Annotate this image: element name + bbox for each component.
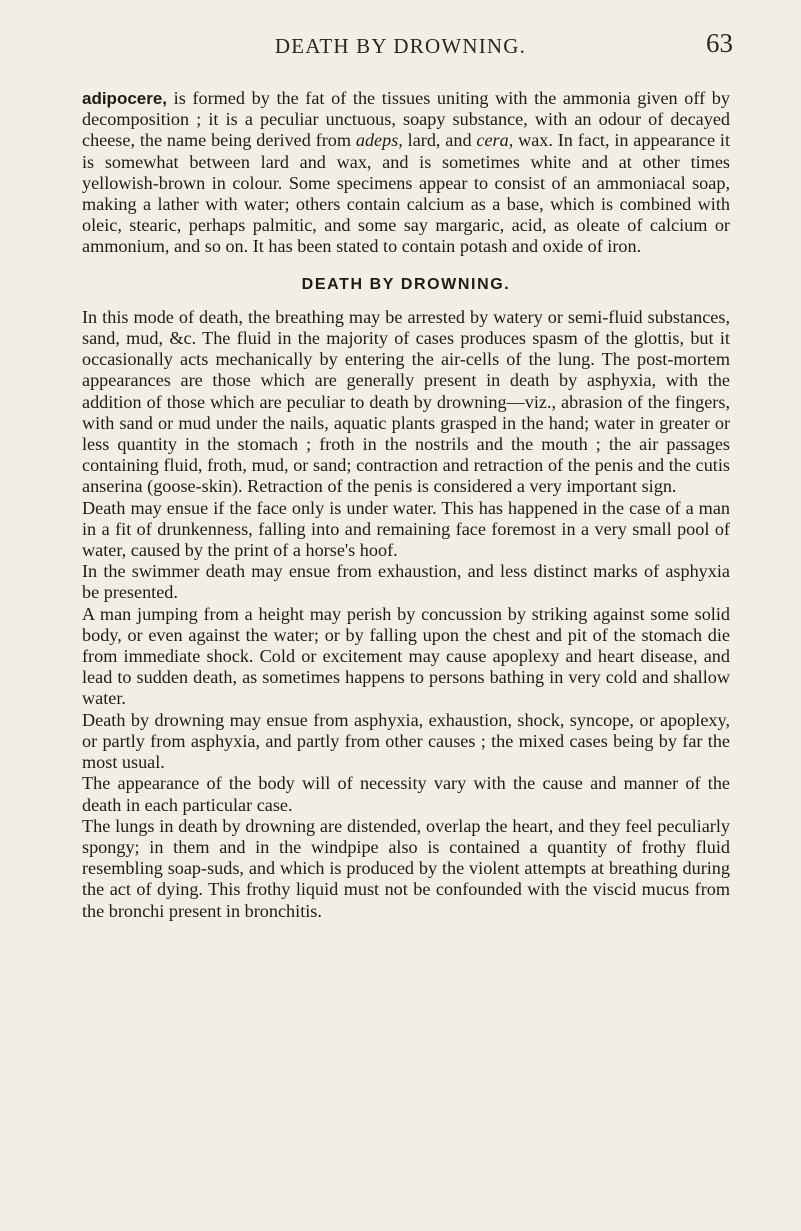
paragraph-causes: Death by drowning may ensue from asphyxia, exhaustion, shock, syncope, or apoplexy, or partly from asphyxia, and partly from other causes ; the mixed cases being by far the most usual. <box>82 709 730 773</box>
adipocere-text-2: lard, and <box>402 130 477 151</box>
latin-cera: cera, <box>476 130 514 151</box>
latin-adeps: adeps, <box>355 130 403 151</box>
section-heading: DEATH BY DROWNING. <box>301 275 511 293</box>
term-adipocere: adipocere, <box>82 89 168 108</box>
paragraph-lungs: The lungs in death by drowning are distended, overlap the heart, and they feel peculiarly spongy; in them and in the windpipe also is contained a quantity of frothy fluid resembling soap-suds, and which is produced by the violent attempts at breathing during the act of dying. This frothy liquid must not be confounded with the viscid mucus from the bronchi present in bronchitis. <box>82 815 730 921</box>
paragraph-appearance: The appearance of the body will of necessity vary with the cause and manner of the death in each particular case. <box>82 773 730 815</box>
paragraph-swimmer: In the swimmer death may ensue from exhaustion, and less distinct marks of asphyxia be presented. <box>82 561 730 603</box>
paragraph-face-under-water: Death may ensue if the face only is under water. This has happened in the case of a man in a fit of drunkenness, falling into and remaining face foremost in a very small pool of water, caused by the print of a horse's hoof. <box>82 497 730 561</box>
body-text <box>82 88 730 922</box>
adipocere-text-3: wax. In fact, in appearance it is somewhat between lard and wax, and is sometimes white and at other times yellowish-brown in colour. Some specimens appear to consist of an ammoniacal soap, making a lather with water; others contain calcium as a base, which is combined with oleic, stearic, perhaps palmitic, and some say margaric, acid, as oleate of calcium or ammonium, and so on. It has been stated to contain potash and oxide of iron. <box>82 130 730 257</box>
adipocere-paragraph <box>82 88 730 258</box>
paragraph-mode-of-death: In this mode of death, the breathing may be arrested by watery or semi-fluid substances, sand, mud, &c. The fluid in the majority of cases produces spasm of the glottis, but it occasionally acts mechanically by entering the air-cells of the lung. The post-mortem appearances are those which are generally present in death by asphyxia, with the addition of those which are peculiar to death by drowning—viz., abrasion of the fingers, with sand or mud under the nails, aquatic plants grasped in the hand; water in greater or less quantity in the stomach ; froth in the nostrils and the mouth ; the air passages containing fluid, froth, mud, or sand; contraction and retraction of the penis and the cutis anserina (goose-skin). Retraction of the penis is considered a very important sign. <box>82 306 730 497</box>
adipocere-text-1: is formed by the fat of the tissues uniting with the ammonia given off by decomposition ; it is a peculiar unctuous, soapy substance, with an odour of decayed cheese, the name being derived from <box>82 88 730 151</box>
page-number: 63 <box>706 28 733 58</box>
running-head: DEATH BY DROWNING. <box>274 34 527 58</box>
paragraph-jumping: A man jumping from a height may perish by concussion by striking against some solid body, or even against the water; or by falling upon the chest and pit of the stomach die from immediate shock. Cold or excitement may cause apoplexy and heart disease, and lead to sudden death, as sometimes happens to persons bathing in very cold and shallow water. <box>82 603 730 709</box>
